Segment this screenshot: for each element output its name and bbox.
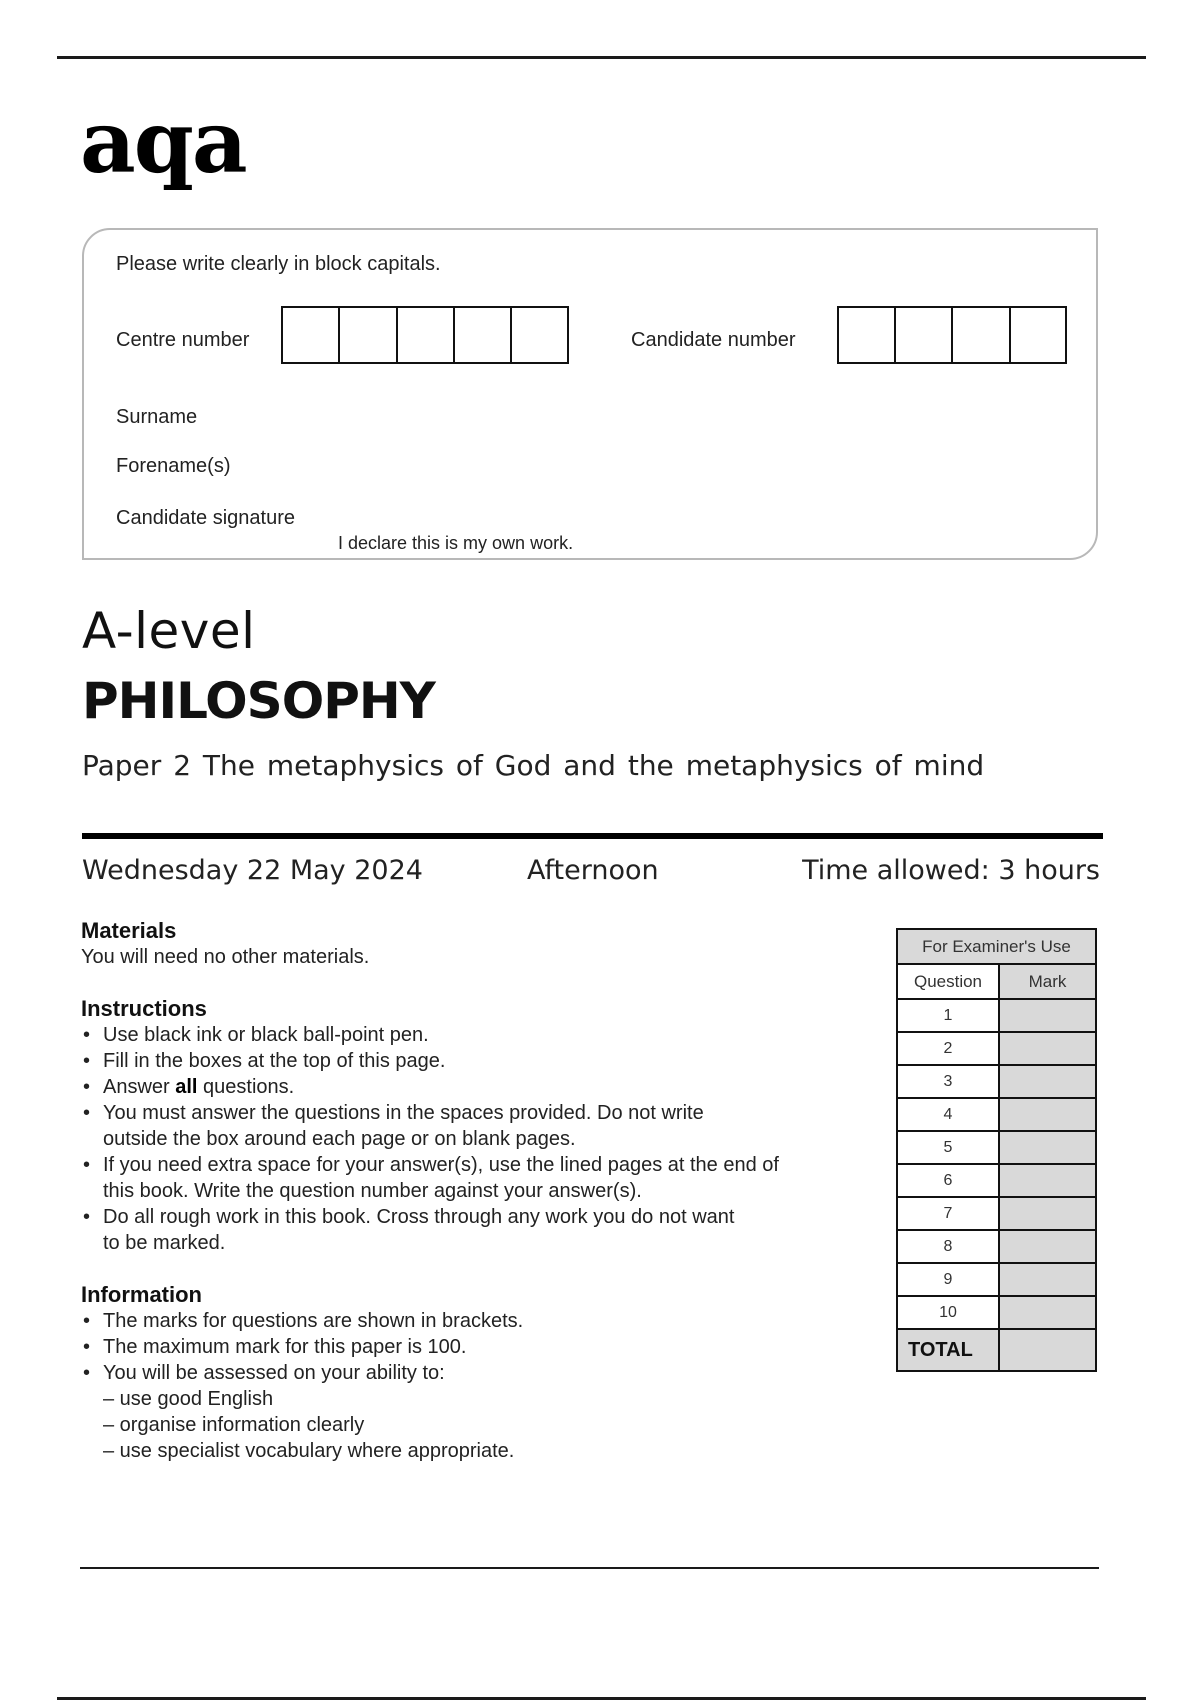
mark-cell[interactable] xyxy=(999,1098,1096,1131)
aqa-logo: aqa xyxy=(80,92,246,193)
table-row xyxy=(897,1263,1096,1296)
footer-rule xyxy=(80,1567,1099,1569)
mark-cell[interactable] xyxy=(999,1230,1096,1263)
candidate-number-input[interactable] xyxy=(837,306,1067,364)
question-column-header: Question xyxy=(897,964,999,999)
question-number: 3 xyxy=(897,1065,999,1098)
candidate-number-digit-2[interactable] xyxy=(896,308,953,362)
question-number: 6 xyxy=(897,1164,999,1197)
examiner-table-title: For Examiner's Use xyxy=(897,929,1096,964)
candidate-number-digit-3[interactable] xyxy=(953,308,1011,362)
table-row xyxy=(897,1131,1096,1164)
table-row xyxy=(897,1098,1096,1131)
information-item: • The marks for questions are shown in brackets. xyxy=(81,1308,881,1334)
centre-number-digit-2[interactable] xyxy=(340,308,398,362)
assessment-criterion: – organise information clearly xyxy=(103,1414,365,1436)
question-number: 4 xyxy=(897,1098,999,1131)
exam-session: Afternoon xyxy=(527,855,659,886)
instruction-item: • Answer all questions. xyxy=(81,1074,881,1100)
question-number: 1 xyxy=(897,999,999,1032)
mark-cell[interactable] xyxy=(999,1197,1096,1230)
question-number: 5 xyxy=(897,1131,999,1164)
paper-title: Paper 2 The metaphysics of God and the metaphysics of mind xyxy=(82,749,985,782)
mark-cell[interactable] xyxy=(999,1296,1096,1329)
materials-text: You will need no other materials. xyxy=(81,946,370,968)
information-item: • You will be assessed on your ability to: xyxy=(81,1360,881,1386)
table-row xyxy=(897,1296,1096,1329)
centre-number-digit-1[interactable] xyxy=(283,308,340,362)
centre-number-input[interactable] xyxy=(281,306,569,364)
question-number: 8 xyxy=(897,1230,999,1263)
candidate-number-label: Candidate number xyxy=(631,329,796,351)
forenames-field[interactable]: Forename(s) xyxy=(116,455,231,477)
qualification-level: A-level xyxy=(82,602,256,660)
total-label: TOTAL xyxy=(897,1329,999,1371)
candidate-number-digit-4[interactable] xyxy=(1011,308,1065,362)
centre-number-digit-4[interactable] xyxy=(455,308,512,362)
time-allowed: Time allowed: 3 hours xyxy=(802,855,1100,886)
centre-number-digit-5[interactable] xyxy=(512,308,567,362)
information-list xyxy=(81,1308,881,1386)
title-divider xyxy=(82,833,1103,839)
front-cover-notes xyxy=(81,918,881,1464)
subject-title: PHILOSOPHY xyxy=(82,672,435,730)
question-number: 10 xyxy=(897,1296,999,1329)
mark-cell[interactable] xyxy=(999,1065,1096,1098)
total-row xyxy=(897,1329,1096,1371)
examiner-use-table xyxy=(896,928,1097,1372)
mark-cell[interactable] xyxy=(999,1131,1096,1164)
surname-field[interactable]: Surname xyxy=(116,406,198,428)
mark-column-header: Mark xyxy=(999,964,1096,999)
assessment-criterion: – use specialist vocabulary where appropriate. xyxy=(103,1440,515,1462)
table-row xyxy=(897,1065,1096,1098)
instruction-item: • Do all rough work in this book. Cross through any work you do not want to be marked. xyxy=(81,1204,881,1256)
declaration-text: I declare this is my own work. xyxy=(338,533,574,553)
block-capitals-instruction: Please write clearly in block capitals. xyxy=(116,253,441,275)
table-row xyxy=(897,1197,1096,1230)
information-heading: Information xyxy=(81,1282,202,1307)
instructions-list xyxy=(81,1022,881,1256)
table-row xyxy=(897,1032,1096,1065)
table-row xyxy=(897,999,1096,1032)
table-row xyxy=(897,1164,1096,1197)
mark-cell[interactable] xyxy=(999,1032,1096,1065)
exam-date: Wednesday 22 May 2024 xyxy=(82,855,423,886)
mark-cell[interactable] xyxy=(999,999,1096,1032)
instruction-item: • Use black ink or black ball-point pen. xyxy=(81,1022,881,1048)
information-item: • The maximum mark for this paper is 100. xyxy=(81,1334,881,1360)
centre-number-digit-3[interactable] xyxy=(398,308,455,362)
question-number: 9 xyxy=(897,1263,999,1296)
materials-heading: Materials xyxy=(81,918,177,943)
total-mark-cell[interactable] xyxy=(999,1329,1096,1371)
assessment-criterion: – use good English xyxy=(103,1388,274,1410)
instruction-item: • You must answer the questions in the spaces provided. Do not write outside the box around each page or on blank pages. xyxy=(81,1100,881,1152)
centre-number-label: Centre number xyxy=(116,329,250,351)
candidate-number-digit-1[interactable] xyxy=(839,308,896,362)
mark-cell[interactable] xyxy=(999,1164,1096,1197)
instructions-heading: Instructions xyxy=(81,996,207,1021)
signature-field[interactable]: Candidate signature xyxy=(116,507,296,529)
question-number: 2 xyxy=(897,1032,999,1065)
instruction-item: • If you need extra space for your answer(s), use the lined pages at the end of this book. Write the question number against your answer(s). xyxy=(81,1152,881,1204)
table-row xyxy=(897,1230,1096,1263)
mark-cell[interactable] xyxy=(999,1263,1096,1296)
instruction-item: • Fill in the boxes at the top of this page. xyxy=(81,1048,881,1074)
question-number: 7 xyxy=(897,1197,999,1230)
top-rule xyxy=(57,56,1146,59)
